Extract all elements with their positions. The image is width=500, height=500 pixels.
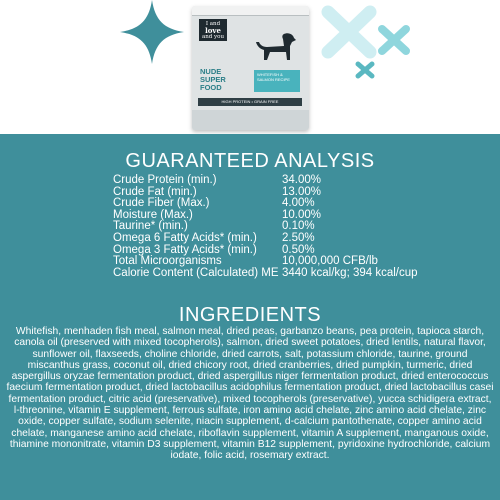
product-bag-image	[192, 6, 309, 130]
brand-logo	[199, 19, 227, 41]
analysis-label: Taurine* (min.)	[113, 220, 188, 233]
analysis-row	[113, 233, 500, 245]
analysis-value: 10.00%	[282, 208, 322, 221]
analysis-value: 4.00%	[282, 197, 315, 210]
analysis-label: Calorie Content (Calculated) ME	[113, 266, 279, 279]
x-cross-icon	[318, 2, 380, 62]
analysis-value: 34.00%	[282, 174, 322, 186]
logo-line-3: and you	[201, 34, 225, 40]
guaranteed-analysis-title: GUARANTEED ANALYSIS	[125, 150, 375, 172]
analysis-row	[113, 175, 500, 187]
analysis-value: 2.50%	[282, 231, 315, 244]
logo-line-2: love	[205, 25, 221, 35]
analysis-label: Total Microorganisms	[113, 255, 222, 268]
analysis-label: Moisture (Max.)	[113, 208, 193, 221]
analysis-row	[113, 268, 500, 280]
bag-bottom	[192, 110, 309, 130]
analysis-value: 13.00%	[282, 185, 322, 198]
analysis-label: Crude Protein (min.)	[113, 174, 217, 186]
x-cross-icon	[374, 22, 414, 58]
sparkle-star-icon	[120, 0, 184, 64]
analysis-value: 0.10%	[282, 220, 315, 233]
guaranteed-analysis-table	[113, 175, 500, 279]
ingredients-text: Whitefish, menhaden fish meal, salmon meal, dried peas, garbanzo beans, pea protein, tapioca starch, canola oil (preserved with mixed tocopherols), salmon, dried sweet potatoes, dried lentils, natural flavor, sunflower oil, flaxseeds, choline chloride, dried carrots, salt, potassium chloride, taurine, ground miscanthus grass, coconut oil, dried chicory root, dried cranberries, dried pumpkin, turmeric, dried aspergillus oryzae fermentation product, dried aspergillus niger fermentation product, dried enterococcus faecium fermentation product, dried lactobacillus acidophilus fermentation product, dried lactobacillus casei fermentation product, citric acid (preservative), mixed tocopherols (preservative), yucca schidigera extract, l-threonine, vitamin E supplement, ferrous sulfate, iron amino acid chelate, zinc amino acid chelate, zinc oxide, copper sulfate, sodium selenite, niacin supplement, d-calcium pantothenate, copper amino acid chelate, manganese amino acid chelate, riboflavin supplement, vitamin A supplement, manganous oxide, thiamine mononitrate, vitamin D3 supplement, vitamin B12 supplement, pyridoxine hydrochloride, calcium iodate, folic acid, rosemary extract.	[6, 326, 494, 462]
dog-silhouette-icon	[250, 30, 298, 68]
analysis-row	[113, 256, 500, 268]
analysis-label: Omega 6 Fatty Acids* (min.)	[113, 231, 257, 244]
x-cross-icon	[354, 60, 376, 80]
analysis-value: 0.50%	[282, 243, 315, 256]
recipe-badge: WHITEFISH & SALMON RECIPE	[254, 70, 300, 92]
analysis-value: 10,000,000 CFB/lb	[282, 255, 378, 268]
bag-seal	[192, 6, 309, 16]
analysis-value: 3440 kcal/kg; 394 kcal/cup	[282, 266, 418, 279]
product-name-line-3: FOOD	[200, 83, 222, 92]
feature-strip: HIGH PROTEIN • GRAIN FREE	[198, 98, 302, 106]
analysis-label: Crude Fat (min.)	[113, 185, 197, 198]
analysis-label: Omega 3 Fatty Acids* (min.)	[113, 243, 257, 256]
header-illustration	[0, 0, 500, 134]
analysis-label: Crude Fiber (Max.)	[113, 197, 210, 210]
logo-line-1: I and	[205, 21, 221, 27]
product-name-line-1: NUDE	[200, 67, 222, 76]
product-name	[200, 68, 256, 96]
ingredients-title: INGREDIENTS	[178, 304, 322, 326]
product-name-line-2: SUPER	[200, 75, 226, 84]
